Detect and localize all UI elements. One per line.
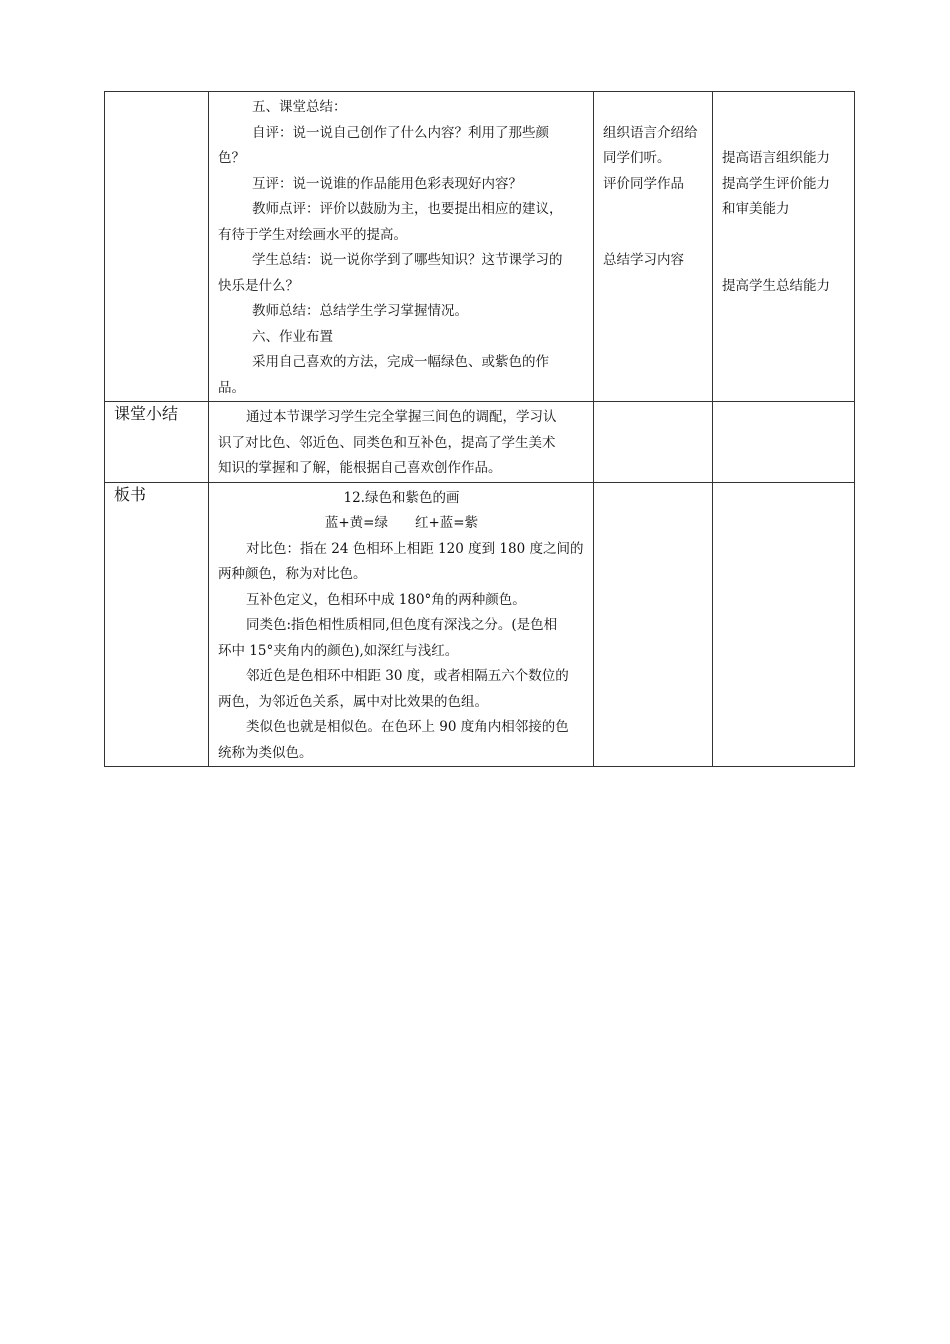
text-line: 提高语言组织能力	[722, 150, 830, 166]
text-line: 互评：说一说谁的作品能用色彩表现好内容？	[252, 175, 522, 192]
row-label	[105, 92, 209, 402]
text-line: 提高学生总结能力	[722, 277, 830, 294]
text-line: 同学们听。	[603, 150, 671, 166]
row-label: 课堂小结	[105, 402, 209, 483]
content-cell	[209, 482, 594, 767]
text-line: 学生总结：说一说你学到了哪些知识？这节课学习的	[252, 252, 563, 268]
student-activity-cell	[594, 92, 713, 402]
text-line: 互补色定义，色相环中成 180°角的两种颜色。	[246, 591, 526, 608]
text-line	[722, 95, 846, 121]
text-line: 环中 15°夹角内的颜色),如深红与浅红。	[218, 642, 459, 659]
blackboard-row	[105, 482, 855, 767]
text-line: 教师总结：总结学生学习掌握情况。	[252, 303, 468, 319]
text-line: 两色，为邻近色关系，属中对比效果的色组。	[218, 693, 488, 710]
text-line: 教师点评：评价以鼓励为主，也要提出相应的建议，	[252, 201, 563, 217]
text-line: 快乐是什么？	[218, 277, 299, 294]
lesson-plan-table	[104, 91, 855, 767]
text-line	[603, 95, 704, 121]
text-line	[722, 121, 846, 147]
text-line: 采用自己喜欢的方法，完成一幅绿色、或紫色的作	[252, 354, 549, 370]
content-cell	[209, 402, 594, 483]
text-line: 知识的掌握和了解，能根据自己喜欢创作作品。	[218, 460, 502, 476]
text-line: 识了对比色、邻近色、同类色和互补色，提高了学生美术	[218, 434, 556, 451]
text-line	[603, 197, 704, 223]
text-line: 组织语言介绍给	[603, 124, 698, 141]
text-line: 有待于学生对绘画水平的提高。	[218, 226, 407, 243]
text-line	[722, 248, 846, 274]
text-line: 总结学习内容	[603, 252, 684, 268]
text-line: 类似色也就是相似色。在色环上 90 度角内相邻接的色	[246, 719, 569, 735]
row-label: 板书	[105, 482, 209, 767]
text-line: 和审美能力	[722, 201, 790, 217]
summary-row	[105, 92, 855, 402]
text-line: 品。	[218, 379, 245, 396]
purpose-cell	[713, 92, 855, 402]
text-line: 两种颜色，称为对比色。	[218, 566, 367, 582]
class-summary-row	[105, 402, 855, 483]
text-line: 同类色:指色相性质相同,但色度有深浅之分。(是色相	[246, 617, 558, 633]
text-line: 六、作业布置	[252, 328, 333, 345]
content-cell	[209, 92, 594, 402]
color-formula: 蓝+黄=绿 红+蓝=紫	[324, 515, 479, 531]
text-line: 五、课堂总结：	[252, 99, 347, 115]
text-line: 自评：说一说自己创作了什么内容？利用了那些颜	[252, 124, 549, 141]
text-line: 评价同学作品	[603, 175, 684, 192]
text-line: 提高学生评价能力	[722, 175, 830, 192]
text-line	[603, 223, 704, 249]
text-line: 邻近色是色相环中相距 30 度，或者相隔五六个数位的	[246, 668, 569, 684]
text-line	[722, 223, 846, 249]
text-line: 通过本节课学习学生完全掌握三间色的调配，学习认	[246, 409, 557, 425]
text-line: 统称为类似色。	[218, 744, 313, 761]
text-line: 对比色：指在 24 色相环上相距 120 度到 180 度之间的	[246, 540, 584, 557]
text-line: 色？	[218, 150, 245, 166]
blackboard-title: 12.绿色和紫色的画	[343, 489, 460, 506]
